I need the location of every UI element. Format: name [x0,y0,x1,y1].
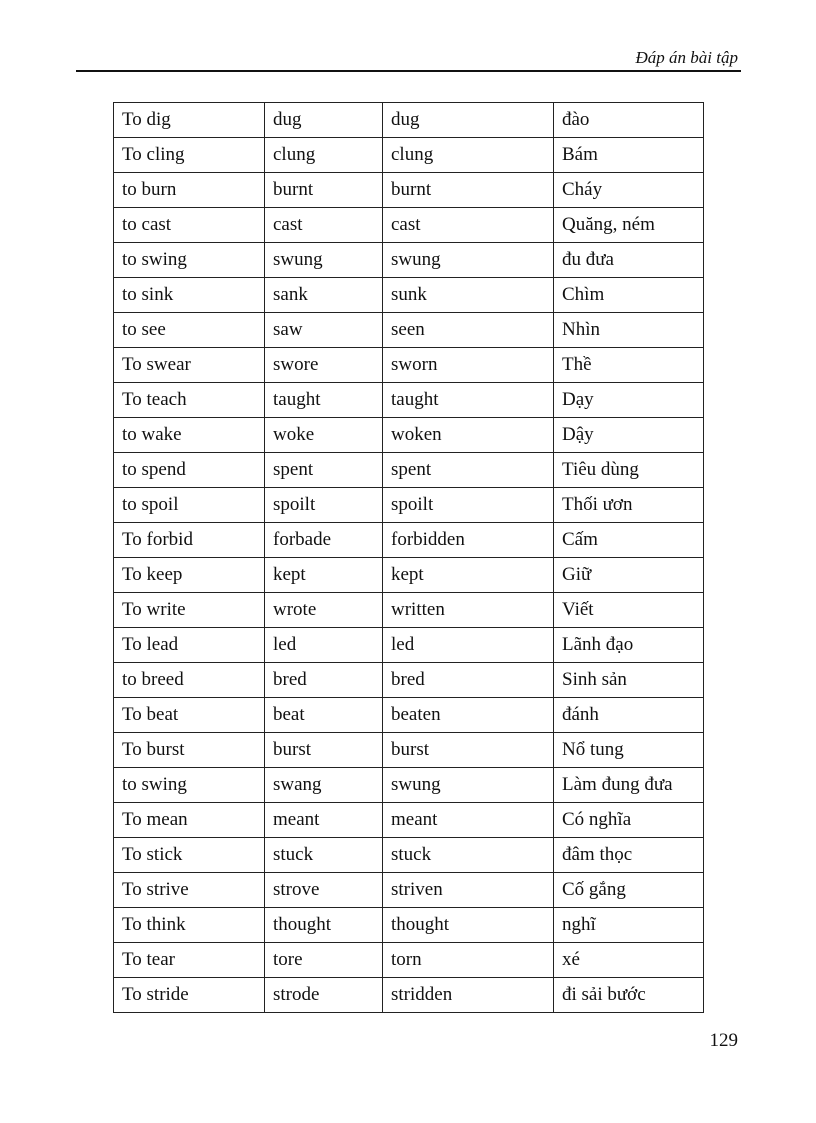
page-header-title: Đáp án bài tập [635,48,738,67]
past-cell: wrote [265,593,383,628]
past-participle-cell: sunk [383,278,554,313]
table-row [114,243,704,278]
meaning-cell: đào [554,103,704,138]
meaning-cell: Nhìn [554,313,704,348]
meaning-cell: đâm thọc [554,838,704,873]
past-cell: tore [265,943,383,978]
past-participle-cell: cast [383,208,554,243]
table-row [114,663,704,698]
infinitive-cell: To strive [114,873,265,908]
past-participle-cell: woken [383,418,554,453]
table-row [114,803,704,838]
table-row [114,943,704,978]
verb-table-body [114,103,704,1013]
past-participle-cell: sworn [383,348,554,383]
meaning-cell: Bám [554,138,704,173]
past-cell: forbade [265,523,383,558]
infinitive-cell: to spend [114,453,265,488]
table-row [114,698,704,733]
table-row [114,138,704,173]
verb-table [113,102,704,1013]
infinitive-cell: To beat [114,698,265,733]
past-participle-cell: striven [383,873,554,908]
meaning-cell: Cấm [554,523,704,558]
infinitive-cell: to swing [114,768,265,803]
meaning-cell: Dậy [554,418,704,453]
table-row [114,103,704,138]
past-cell: swore [265,348,383,383]
infinitive-cell: to see [114,313,265,348]
past-participle-cell: torn [383,943,554,978]
past-cell: meant [265,803,383,838]
past-participle-cell: written [383,593,554,628]
infinitive-cell: To swear [114,348,265,383]
infinitive-cell: To dig [114,103,265,138]
infinitive-cell: to breed [114,663,265,698]
header-divider [76,70,741,72]
table-row [114,418,704,453]
past-cell: stuck [265,838,383,873]
table-row [114,278,704,313]
past-cell: thought [265,908,383,943]
table-row [114,453,704,488]
meaning-cell: Quăng, ném [554,208,704,243]
past-participle-cell: burnt [383,173,554,208]
past-cell: taught [265,383,383,418]
past-participle-cell: bred [383,663,554,698]
past-cell: strode [265,978,383,1013]
past-participle-cell: taught [383,383,554,418]
infinitive-cell: to cast [114,208,265,243]
past-participle-cell: stuck [383,838,554,873]
infinitive-cell: To stick [114,838,265,873]
past-participle-cell: dug [383,103,554,138]
infinitive-cell: To keep [114,558,265,593]
table-row [114,768,704,803]
meaning-cell: đánh [554,698,704,733]
table-row [114,628,704,663]
past-participle-cell: meant [383,803,554,838]
table-row [114,978,704,1013]
infinitive-cell: To burst [114,733,265,768]
meaning-cell: Lãnh đạo [554,628,704,663]
past-cell: led [265,628,383,663]
table-row [114,838,704,873]
infinitive-cell: To stride [114,978,265,1013]
meaning-cell: Sinh sản [554,663,704,698]
meaning-cell: Viết [554,593,704,628]
table-row [114,313,704,348]
infinitive-cell: to wake [114,418,265,453]
past-participle-cell: burst [383,733,554,768]
table-row [114,523,704,558]
table-row [114,383,704,418]
meaning-cell: Tiêu dùng [554,453,704,488]
past-participle-cell: kept [383,558,554,593]
past-cell: burst [265,733,383,768]
meaning-cell: đi sải bước [554,978,704,1013]
infinitive-cell: To teach [114,383,265,418]
past-cell: clung [265,138,383,173]
infinitive-cell: To lead [114,628,265,663]
table-row [114,733,704,768]
infinitive-cell: to sink [114,278,265,313]
infinitive-cell: To cling [114,138,265,173]
past-participle-cell: beaten [383,698,554,733]
table-row [114,173,704,208]
past-cell: kept [265,558,383,593]
past-cell: sank [265,278,383,313]
past-cell: spoilt [265,488,383,523]
meaning-cell: nghĩ [554,908,704,943]
past-cell: strove [265,873,383,908]
infinitive-cell: To mean [114,803,265,838]
past-cell: saw [265,313,383,348]
past-cell: beat [265,698,383,733]
meaning-cell: Làm đung đưa [554,768,704,803]
table-row [114,558,704,593]
meaning-cell: Nổ tung [554,733,704,768]
meaning-cell: Thề [554,348,704,383]
infinitive-cell: to spoil [114,488,265,523]
meaning-cell: Cháy [554,173,704,208]
infinitive-cell: To think [114,908,265,943]
table-row [114,488,704,523]
meaning-cell: Dạy [554,383,704,418]
past-cell: swang [265,768,383,803]
table-row [114,908,704,943]
past-cell: dug [265,103,383,138]
meaning-cell: Cố gắng [554,873,704,908]
page-number: 129 [709,1030,738,1051]
past-cell: swung [265,243,383,278]
meaning-cell: Giữ [554,558,704,593]
past-cell: burnt [265,173,383,208]
past-participle-cell: stridden [383,978,554,1013]
infinitive-cell: To write [114,593,265,628]
past-cell: spent [265,453,383,488]
past-participle-cell: swung [383,768,554,803]
infinitive-cell: to burn [114,173,265,208]
table-row [114,208,704,243]
meaning-cell: đu đưa [554,243,704,278]
meaning-cell: Thối ươn [554,488,704,523]
infinitive-cell: To forbid [114,523,265,558]
past-cell: bred [265,663,383,698]
past-participle-cell: spent [383,453,554,488]
past-participle-cell: seen [383,313,554,348]
past-participle-cell: led [383,628,554,663]
past-participle-cell: thought [383,908,554,943]
past-cell: woke [265,418,383,453]
meaning-cell: xé [554,943,704,978]
table-row [114,873,704,908]
past-participle-cell: swung [383,243,554,278]
table-row [114,348,704,383]
past-participle-cell: spoilt [383,488,554,523]
infinitive-cell: To tear [114,943,265,978]
past-cell: cast [265,208,383,243]
infinitive-cell: to swing [114,243,265,278]
past-participle-cell: clung [383,138,554,173]
meaning-cell: Có nghĩa [554,803,704,838]
past-participle-cell: forbidden [383,523,554,558]
meaning-cell: Chìm [554,278,704,313]
table-row [114,593,704,628]
